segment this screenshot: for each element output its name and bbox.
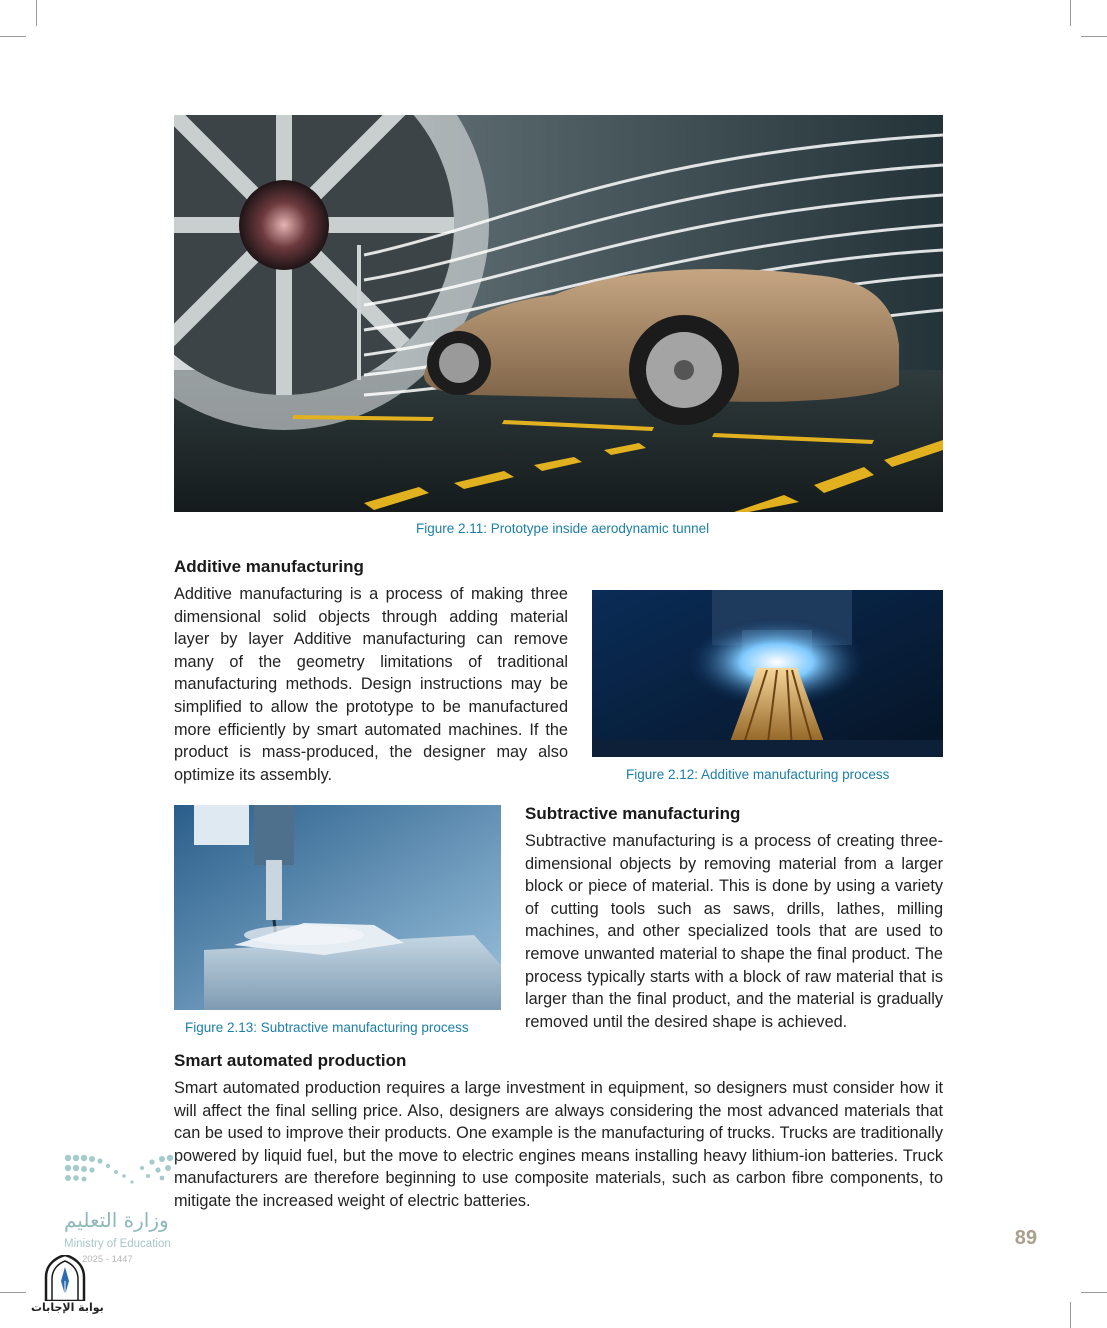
crop-mark [36, 0, 37, 26]
ministry-years: 2025 - 1447 [82, 1254, 133, 1265]
portal-arch-icon [28, 1255, 108, 1301]
crop-mark [1070, 0, 1071, 26]
figure-2-12-caption: Figure 2.12: Additive manufacturing process [626, 767, 890, 782]
section-heading-subtractive: Subtractive manufacturing [525, 804, 741, 823]
section-body-additive: Additive manufacturing is a process of making three dimensional solid objects through adding material layer by layer Additive manufacturing can remove many of the geometry limitations of traditional manufacturing methods. Design instructions may be simplified to allow the prototype to be manufactured more efficiently by smart automated machines. If the product is mass-produced, the designer may also optimize its assembly. [174, 585, 568, 784]
ministry-dots-icon [62, 1150, 212, 1200]
section-body-smart: Smart automated production requires a large investment in equipment, so designers must consider how it will affect the final selling price. Also, designers are always considering the most advanced materials that can be used to improve their products. One example is the manufacturing of trucks. Trucks are traditionally powered by liquid fuel, but the move to electric engines means installing heavy lithium-ion batteries. Truck manufacturers are therefore beginning to use composite materials, such as carbon fibre components, to mitigate the increased weight of electric batteries. [174, 1079, 943, 1210]
figure-additive-manufacturing-image [592, 590, 943, 757]
ministry-name-arabic: وزارة التعليم [64, 1208, 169, 1232]
page-number: 89 [1014, 1227, 1037, 1249]
figure-2-13-caption: Figure 2.13: Subtractive manufacturing process [185, 1020, 469, 1035]
portal-label: بوابة الإجابات [31, 1301, 104, 1314]
answers-portal-badge [28, 1255, 108, 1321]
section-heading-smart: Smart automated production [174, 1051, 407, 1070]
section-body-subtractive: Subtractive manufacturing is a process of creating three-dimensional objects by removing material from a larger block or piece of material. This is done by using a variety of cutting tools such as saws, drills, lathes, milling machines, and other specialized tools that are used to remove unwanted material to shape the final product. The process typically starts with a block of raw material that is larger than the final product, and the material is gradually removed until the desired shape is achieved. [525, 832, 943, 1031]
crop-mark [0, 36, 26, 37]
figure-subtractive-manufacturing-image [174, 805, 501, 1010]
figure-2-11-caption: Figure 2.11: Prototype inside aerodynamic tunnel [416, 521, 710, 536]
crop-mark [1081, 1292, 1107, 1293]
ministry-name-english: Ministry of Education [64, 1238, 171, 1250]
crop-mark [1081, 36, 1107, 37]
crop-mark [1070, 1302, 1071, 1328]
figure-wind-tunnel-image [174, 115, 943, 512]
crop-mark [0, 1292, 26, 1293]
section-heading-additive: Additive manufacturing [174, 557, 364, 576]
